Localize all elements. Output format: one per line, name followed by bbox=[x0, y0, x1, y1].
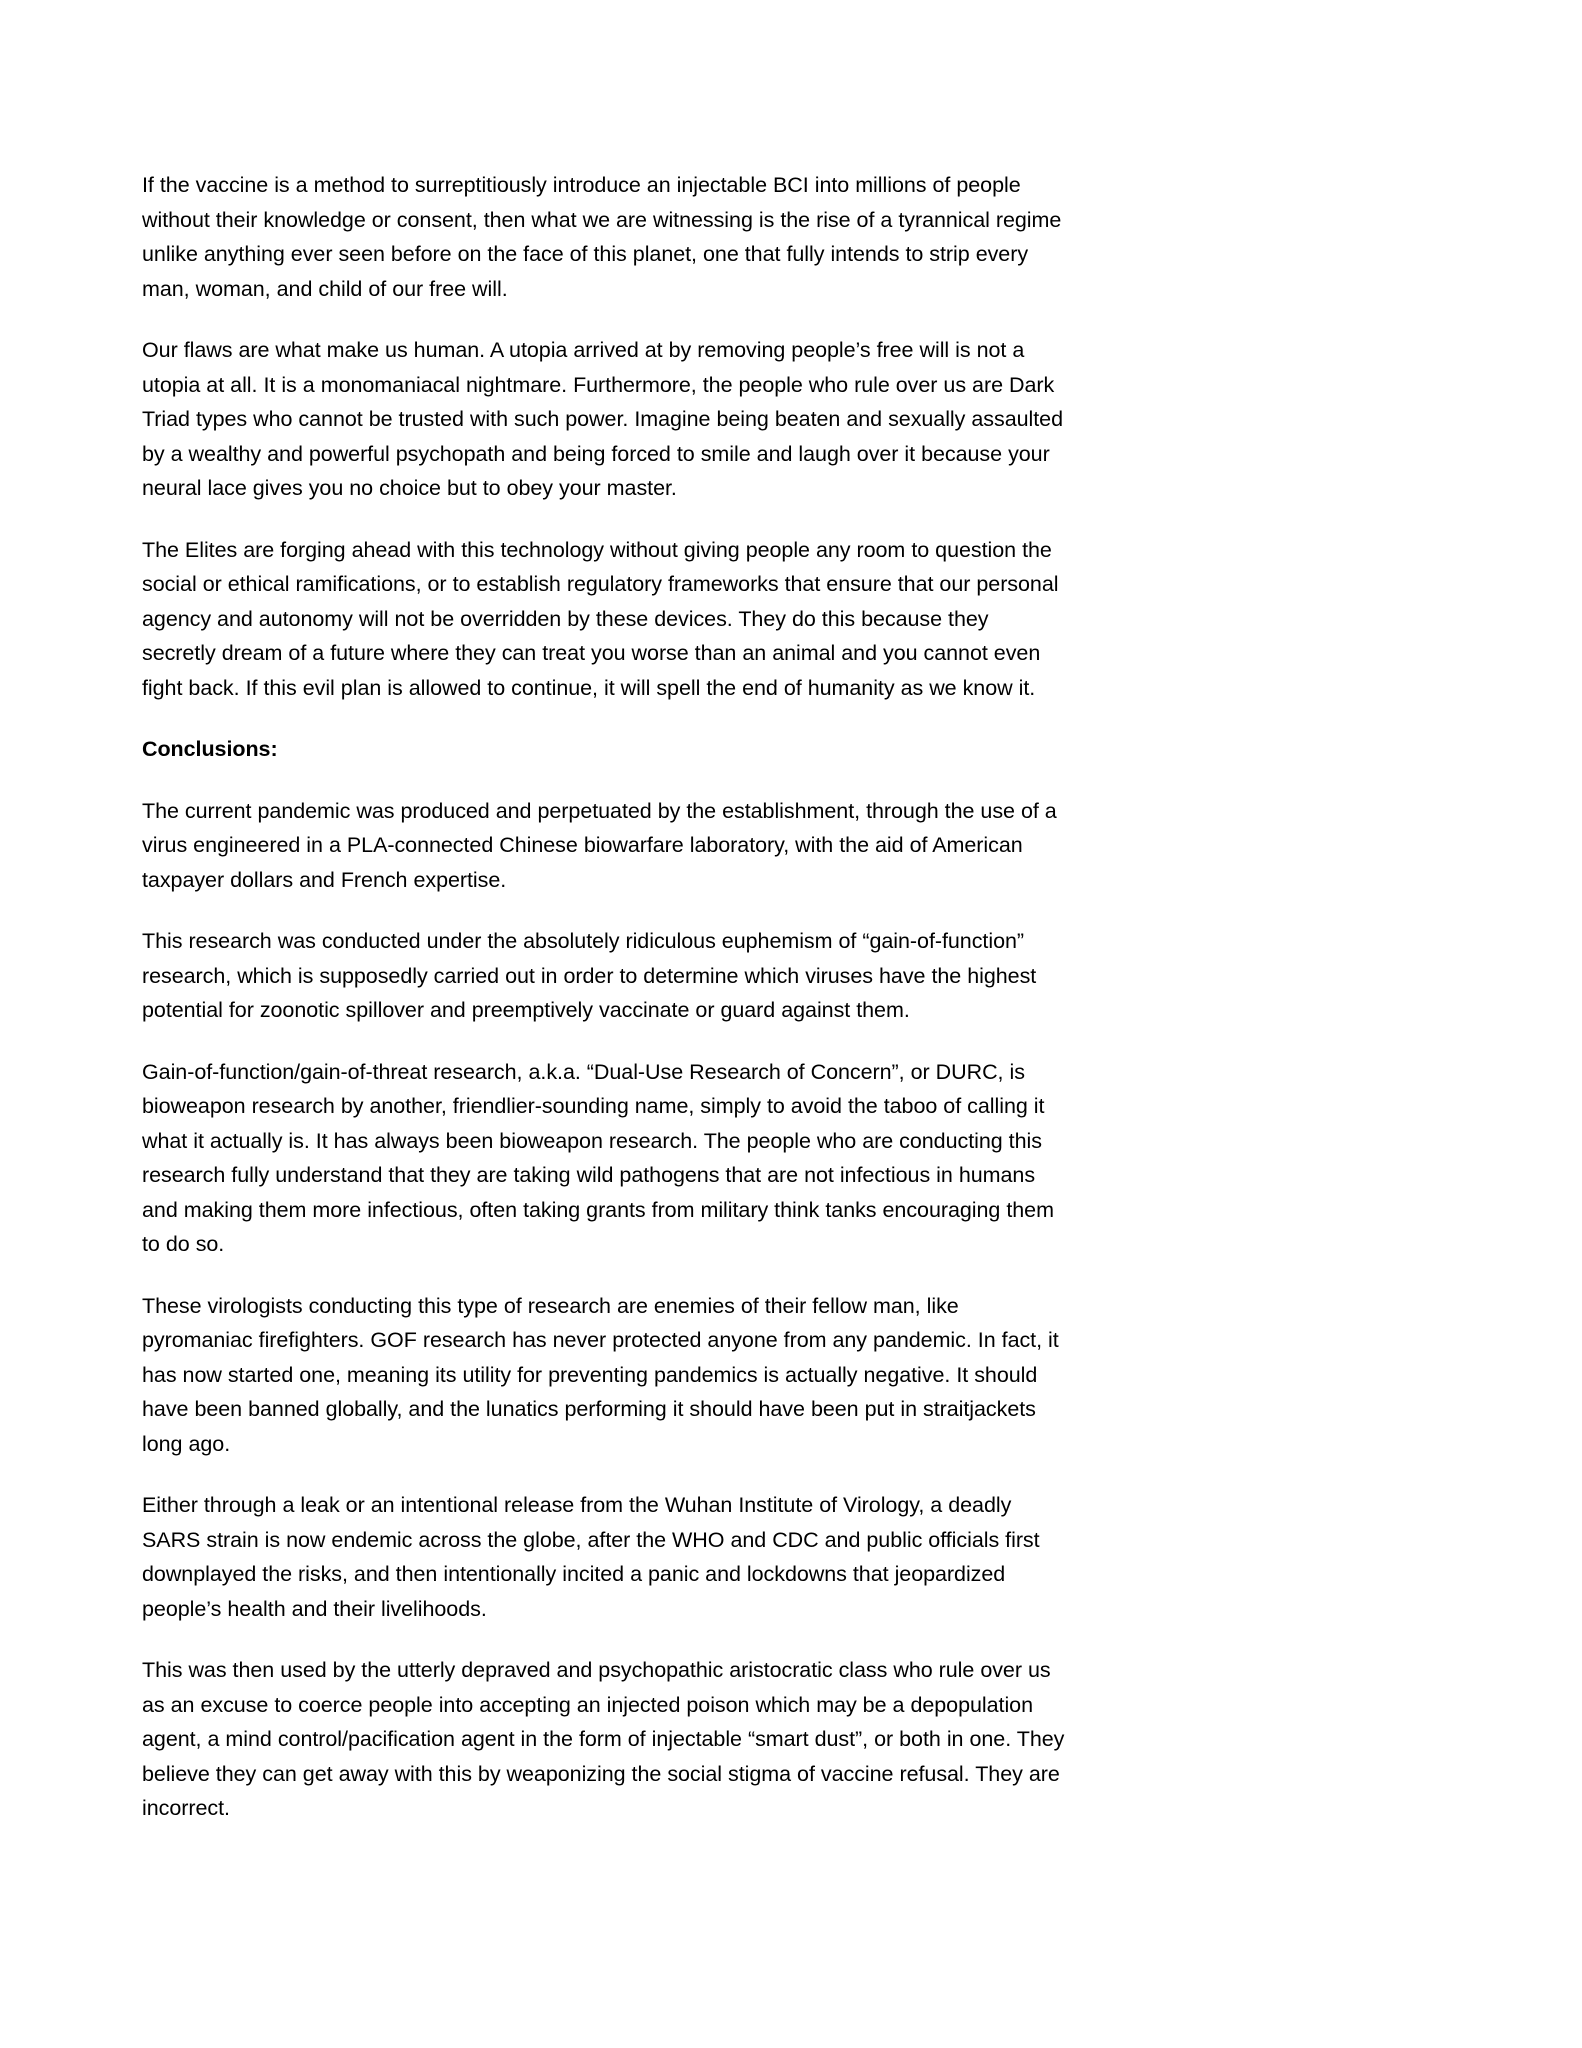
paragraph-aristocratic-class: This was then used by the utterly depraved and psychopathic aristocratic class who rule over us as an excuse to coerce people into accepting an injected poison which may be a depopulation agent, a mind control/pacification agent in the form of injectable “smart dust”, or both in one. They believe they can get away with this by weaponizing the social stigma of vaccine refusal. They are incorrect. bbox=[142, 1658, 1065, 1820]
paragraph-elites-technology: The Elites are forging ahead with this technology without giving people any room to question the social or ethical ramifications, or to establish regulatory frameworks that ensure that our personal agency and autonomy will not be overridden by these devices. They do this because they secretly dream of a future where they can treat you worse than an animal and you cannot even fight back. If this evil plan is allowed to continue, it will spell the end of humanity as we know it. bbox=[142, 537, 1059, 700]
paragraph-virologists-enemies: These virologists conducting this type of research are enemies of their fellow man, like pyromaniac firefighters. GOF research has never protected anyone from any pandemic. In fact, it has now started one, meaning its utility for preventing pandemics is actually negative. It should have been banned globally, and the lunatics performing it should have been put in straitjackets long ago. bbox=[142, 1293, 1059, 1456]
heading-conclusions: Conclusions: bbox=[142, 737, 278, 761]
paragraph-human-flaws: Our flaws are what make us human. A utopia arrived at by removing people’s free will is not a utopia at all. It is a monomaniacal nightmare. Furthermore, the people who rule over us are Dark Triad types who cannot be trusted with such power. Imagine being beaten and sexually assaulted by a wealthy and powerful psychopath and being forced to smile and laugh over it because your neural lace gives you no choice but to obey your master. bbox=[142, 338, 1063, 500]
paragraph-durc-bioweapon: Gain-of-function/gain-of-threat research, a.k.a. “Dual-Use Research of Concern”, or DURC, is bioweapon research by another, friendlier-sounding name, simply to avoid the taboo of calling it what it actually is. It has always been bioweapon research. The people who are conducting this research fully understand that they are taking wild pathogens that are not infectious in humans and making them more infectious, often taking grants from military think tanks encouraging them to do so. bbox=[142, 1059, 1054, 1256]
paragraph-vaccine-bci: If the vaccine is a method to surreptitiously introduce an injectable BCI into millions of people without their knowledge or consent, then what we are witnessing is the rise of a tyrannical regime unlike anything ever seen before on the face of this planet, one that fully intends to strip every man, woman, and child of our free will. bbox=[142, 173, 1062, 301]
document-text-body bbox=[142, 168, 1067, 1826]
paragraph-gain-of-function-euphemism: This research was conducted under the absolutely ridiculous euphemism of “gain-of-function” research, which is supposedly carried out in order to determine which viruses have the highest potential for zoonotic spillover and preemptively vaccinate or guard against them. bbox=[142, 929, 1037, 1022]
paragraph-wuhan-leak: Either through a leak or an intentional release from the Wuhan Institute of Virology, a deadly SARS strain is now endemic across the globe, after the WHO and CDC and public officials first downplayed the risks, and then intentionally incited a panic and lockdowns that jeopardized people’s health and their livelihoods. bbox=[142, 1493, 1040, 1621]
paragraph-pandemic-origin: The current pandemic was produced and perpetuated by the establishment, through the use of a virus engineered in a PLA-connected Chinese biowarfare laboratory, with the aid of American taxpayer dollars and French expertise. bbox=[142, 798, 1057, 892]
